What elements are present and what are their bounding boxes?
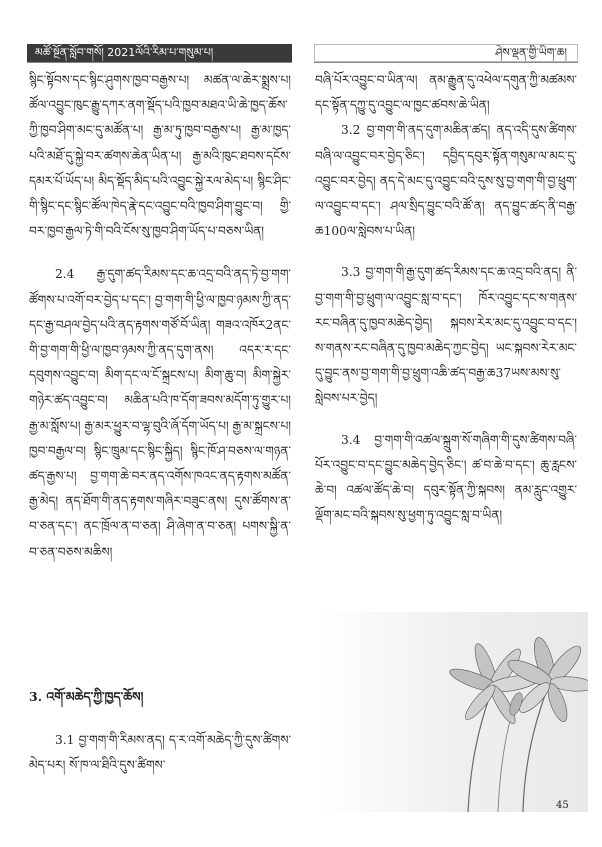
section-heading-3: 3. འགོ་མཆེད་ཀྱི་ཁྱད་ཆོས། [29,689,144,704]
right-column [315,68,577,528]
header-rule-left [27,62,292,63]
paragraph-2-4: 2.4 རྒྱ་དུག་ཚད་རིམས་དང་ཆ་འདྲ་བའི་ནད་ཏེ་བྱ་གག་ཚོགས་པ་འགོ་བར་བྱེད་པ་དང་། བྱ་གག་གི་ཕྱི་ལ་ཁྱབ་ཉམས་ཀྱི་ནད་དང་རྒྱ་བཤལ་བྱེད་པའི་ནད་རྟགས་གཙོ་བོ་ཡིན། གཟའ་འཁོར2ནང་གི་བྱ་གག་གི་ཕྱི་ལ་ཁྱབ་ཉམས་ཀྱི་ནད་དུག་ནས། འདར་ར་དང་དབུགས་འབྱུང་བ། མིག་དང་ལ་ངོ་སྐྲངས་པ། མིག་ཆུ་བ། མིག་སྐྱེར་གཉེར་ཚད་འབྱུང་བ། མཆིན་པའི་ཁ་དོག་ཟབས་མདོག་ཏུ་གྱུར་པ། རྒྱ་མ་སློས་པ། རྒྱ་མར་ཕྱུར་བ་ལྷ་བུའི་ཞོ་དོག་ཡོད་པ། རྒྱ་མ་སྐྲངས་པ། ཁྱབ་བརྒྱལ་བ། སྙིང་ཁྲུམ་དང་སྙིང་སྐྱིད། སྙིང་ཁོ་ཤ་བཅས་ལ་གཉན་ཚད་རྒྱས་པ། བྱ་གག་ཆེ་བར་ནད་འགོས་ཁའང་ནད་རྟགས་མཚོན་རྒྱ་མེད། ནད་ཐོག་གི་ནད་རྟགས་གཞིར་བཟུང་ནས། དུས་ཚོགས་ན་བ་ཅན་དང་། ནང་ཁྲོལ་ན་བ་ཅན། ཤི་ཞེག་ན་བ་ཅན། པགས་སྐྱི་ན་བ་ཅན་བཅས་མཆིས། [29,267,291,559]
decorative-flower-illustration [318,612,588,812]
paragraph-continued: སྙིང་སྟོབས་དང་སྙིང་ཤུགས་ཁྱབ་བརྒྱས་པ། མཚན་ལ་ཆེར་སྨྲས་པ། ཚོལ་འབྱུང་ཁུང་རྒྱུ་དཀར་ནག་སྡོད་པའི་ཁྱབ་མཐའ་ཡི་ཆེ་ཁྱད་ཆོས་ཀྱི་ཁྱབ་ཤིག་མང་དུ་མཚོན་པ། རྒྱ་མ་ཏུ་ཁྱབ་བརྒྱས་པ། རྒྱ་མ་ཁྱད་པའི་མཐོ་དུ་སྐྱེ་བར་ཚགས་ཆེན་ཡིན་པ། རྒྱ་མའི་ཁུང་ཐབས་དངོས་དམར་པོ་ཡོད་པ། མིད་སྡོད་མིད་པའི་འབྱུང་སྐྱེ་རལ་མེད་པ། སྙིང་ཤིང་གི་སྙིང་དང་སྙིང་ཚོལ་ཁེད་རྣེ་དང་འབྱུང་བའི་ཁྱབ་ཤིག་བྱུང་བ། གྱི་བར་ཁྱབ་རྒྱལ་ཏེ་གི་བའི་ངོས་སུ་ཁྱབ་ཤིག་ཡོད་པ་བཅས་ཡིན། [29,73,291,239]
paragraph-3-1: 3.1 བྱ་གག་གི་རིམས་ནད། ད་ར་འགོ་མཆེད་ཀྱི་དུས་ཚིགས་མེད་པར། སོ་ཁ་ལ་ཐིའི་དུས་ཚིགས་ [29,733,291,773]
journal-title-bar: མཚོ་སྔོན་སློབ་གསོ། 2021ལོའི་རིམ་པ་གསུམ་པ། [27,44,292,62]
left-column [29,68,291,565]
paragraph-3-2: 3.2 བྱ་གག་གི་ནད་དུག་མཆིན་ཚད། ནད་འདི་དུས་ཚིགས་བཞི་ལ་འབྱུང་བར་བྱེད་ཅིང་། དབྱིད་དབུར་སྟོན་གསུམ་ལ་མང་དུ་འབྱུང་བར་བྱེད། ནད་དེ་མང་དུ་འབྱུང་བའི་དུས་སུ་བྱ་གག་གི་བྱ་ཕྲུག་ལ་འབྱུང་བ་དང་། ཤལ་སྲིད་བྱུང་བའི་ཚོ་ན། ནད་བྱུང་ཚད་ནི་བརྒྱ་ཆ100ལ་སླེབས་པ་ཡིན། [315,123,577,239]
paragraph-3-3: 3.3 བྱ་གག་གི་རྒྱ་དུག་ཚད་རིམས་དང་ཆ་འདྲ་བའི་ནད། ནི་བྱ་གག་གི་བྱ་ཕྲུག་ལ་འབྱུང་སླ་བ་དང་། ཁོར་འབྱུང་དང་ས་གནས་རང་བཞིན་དུ་ཁྱབ་མཆེད་བྱེད། སྐབས་རེར་མང་དུ་འབྱུང་བ་དང་། ས་གནས་རང་བཞིན་དུ་ཁྱབ་མཆེད་ཀྱང་བྱེད། ཡང་སྐབས་རེར་མང་དུ་བྱུང་ནས་བྱ་གག་གི་བྱ་ཕྲུག་འཆི་ཚད་བརྒྱ་ཆ37ཡས་མས་སུ་སླེབས་པར་བྱེད། [315,265,577,406]
section-title-tab: ཤེས་ལྡན་གྱི་ཡིག་ཆ། [314,44,578,62]
left-column-bottom [29,728,291,778]
paragraph-3-4: 3.4 བྱ་གག་གི་འཚལ་སྐྲུག་སོ་གཞིག་གི་དུས་ཚིགས་བཞི་པོར་འབྱུང་བ་དང་བྱུང་མཆེད་བྱེད་ཅིང་། ཚ་བ་ཆེ་བ་དང་། ཆུ་རླངས་ཆེ་བ། འཚལ་ཚོད་ཆེ་བ། དབུར་སྟོན་ཀྱི་སྐབས། ནམ་རླུང་འགྱུར་ལྡོག་མང་བའི་སྐབས་སུ་ཕྱག་ཏུ་འབྱུང་སླ་བ་ཡིན། [315,432,577,523]
header-rule-right [314,62,578,63]
page-number: 45 [556,800,569,811]
paragraph-continued-right: བཞི་པོར་འབྱུང་བ་ཡིན་ལ། ནམ་རྒྱུན་དུ་འཕེལ་དགུན་ཀྱི་མཚམས་དང་སྟོན་དཀྱུ་དུ་འབྱུང་ལ་ཁྱང་ཚབས་ཆེ་ཡིན། [315,73,577,113]
